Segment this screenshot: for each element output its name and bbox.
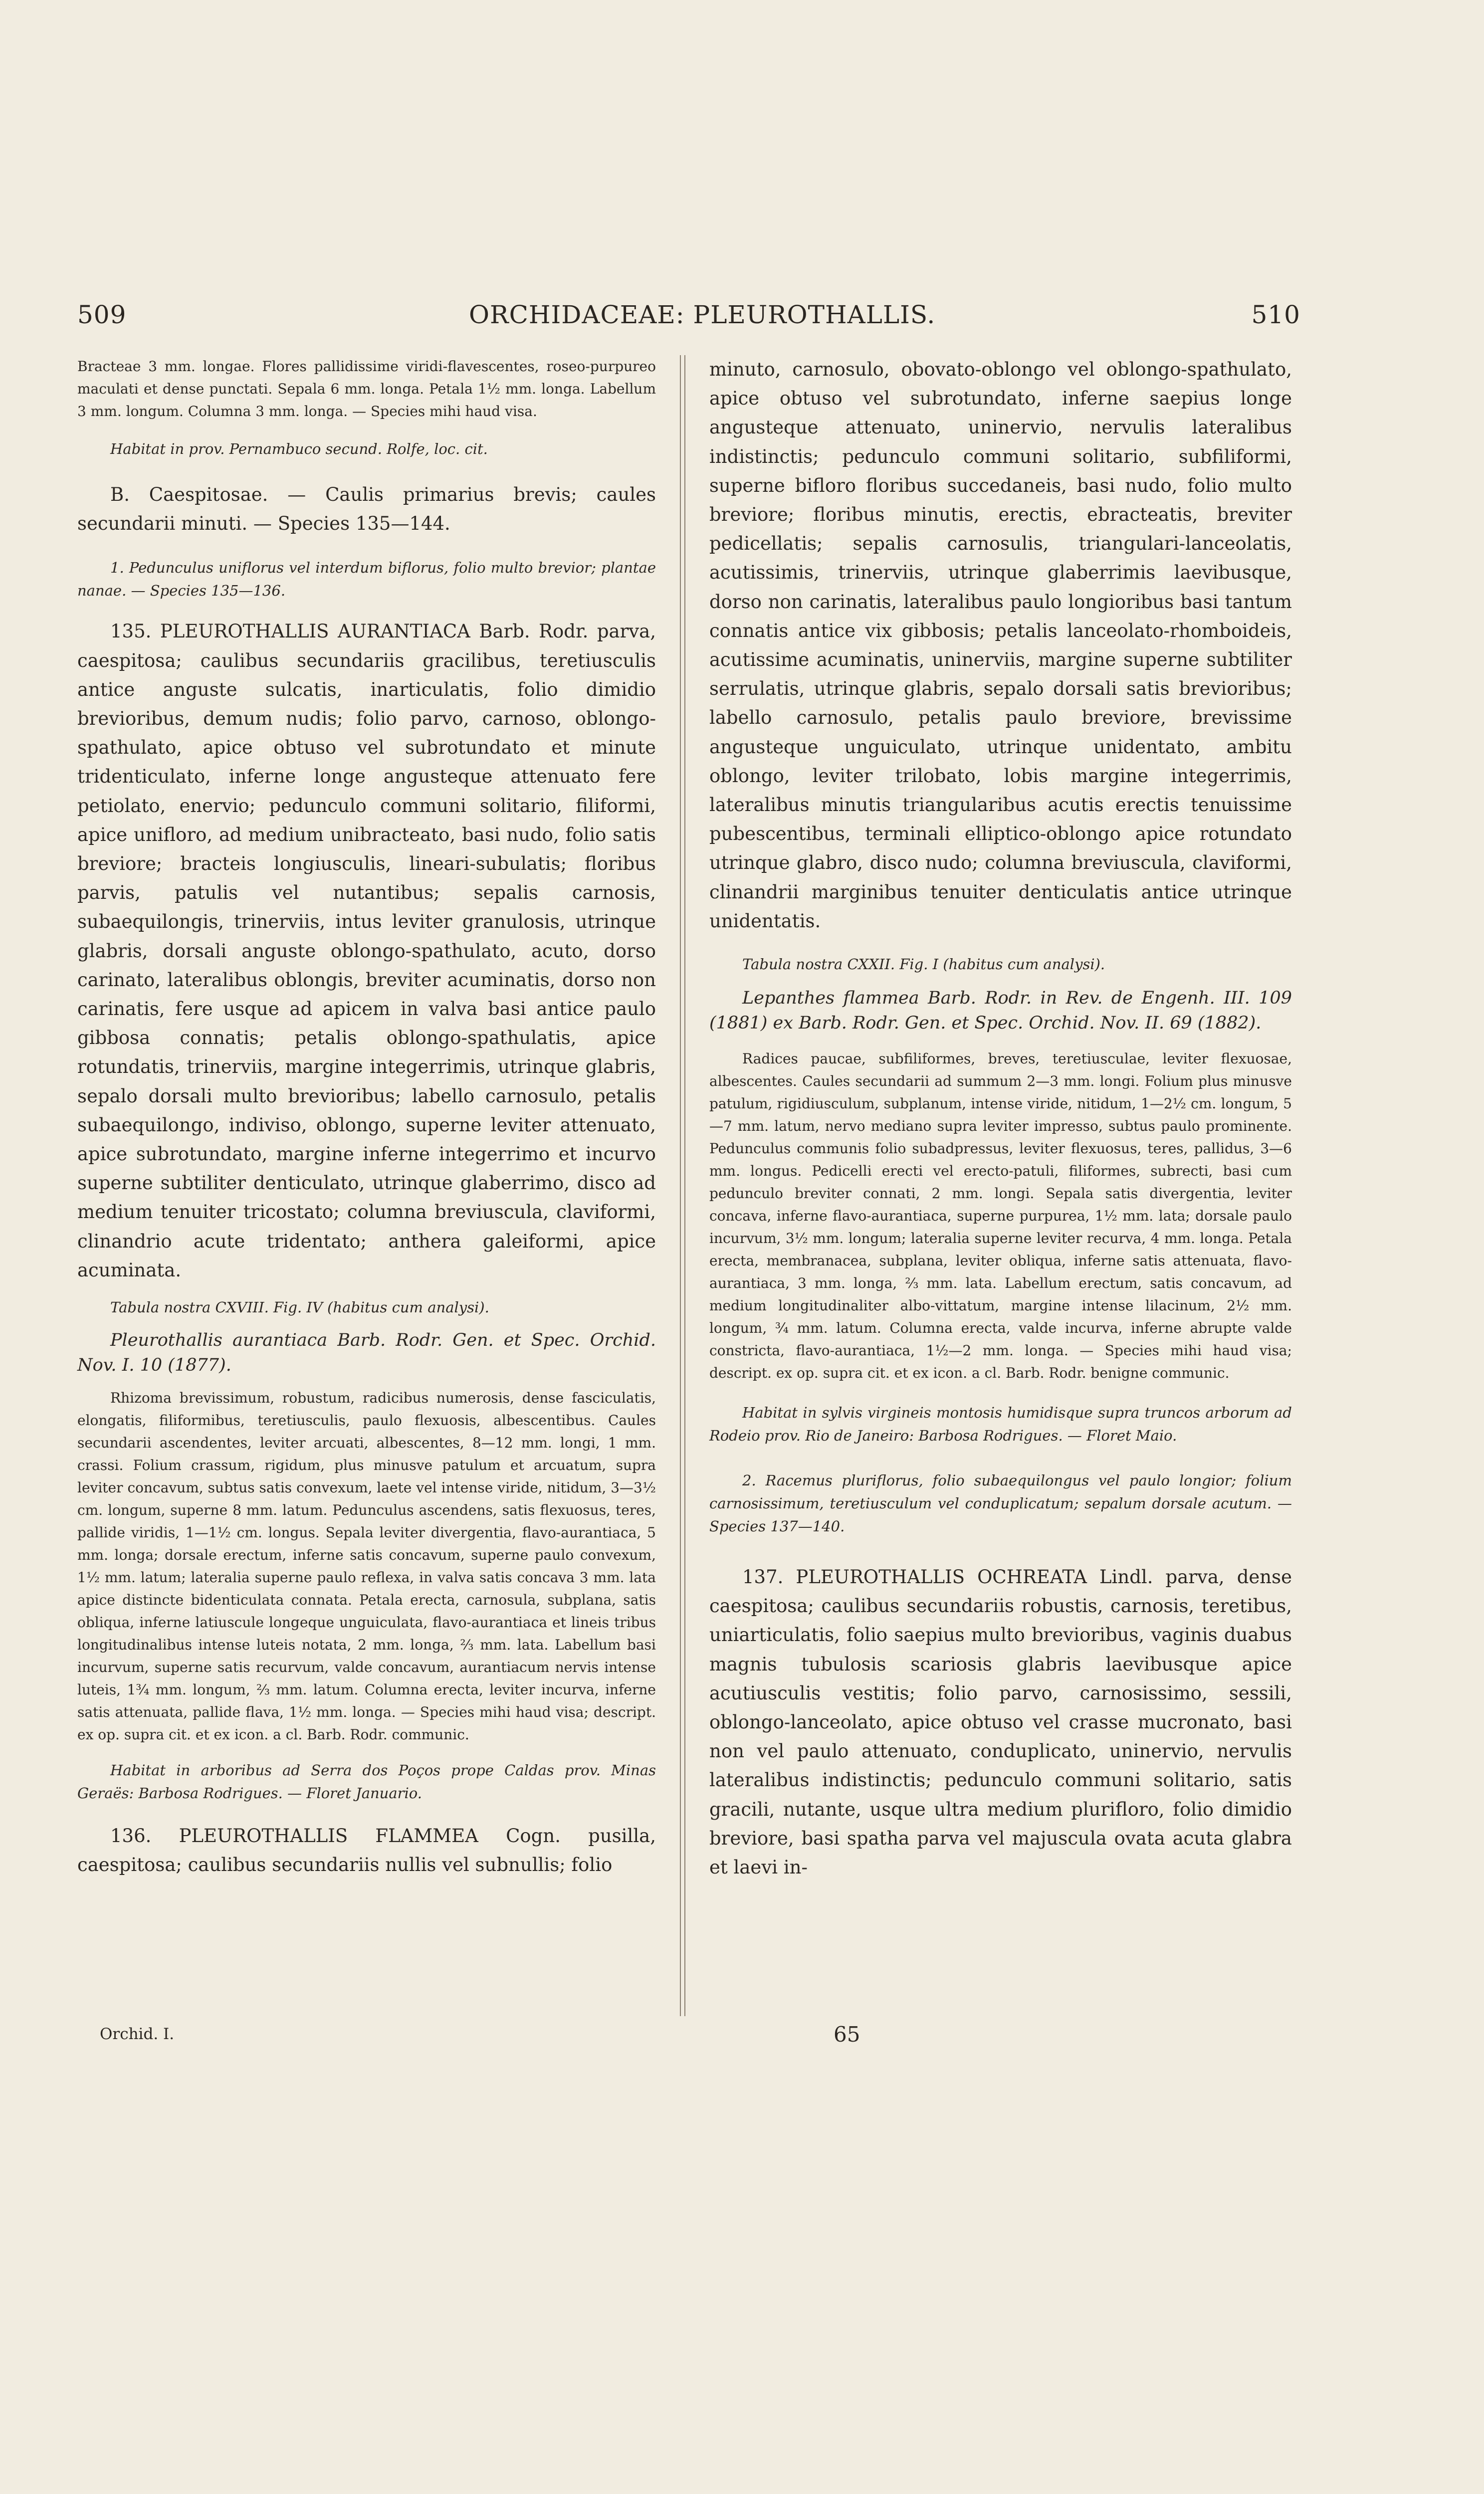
signature-mark: Orchid. I. — [100, 2025, 175, 2043]
key-entry-1: 1. Pedunculus uniflorus vel interdum biflorus, folio multo brevior; plantae nanae. — Species 135—136. — [77, 559, 656, 600]
species-136-description: Radices paucae, subfiliformes, breves, teretiusculae, leviter flexuosae, albescentes. Caules secundarii ad summum 2—3 mm. longi. Folium plus minusve patulum, rigidiusculum, subplanum, intense viride, nitidum, 1—2½ cm. longum, 5—7 mm. latum, nervo mediano supra leviter impresso, subtus paulo prominente. Pedunculus communis folio subadpressus, leviter flexuosus, teres, pallidus, 3—6 mm. longus. Pedicelli erecti vel erecto-patuli, filiformes, subrecti, basi cum pedunculo breviter connati, 2 mm. longi. Sepala satis divergentia, leviter concava, inferne flavo-aurantiaca, superne purpurea, 1½ mm. lata; dorsale paulo incurvum, 3½ mm. longum; lateralia superne leviter recurva, 4 mm. longa. Petala erecta, membranacea, subplana, leviter obliqua, inferne satis attenuata, flavo-aurantiaca, 3 mm. longa, ⅔ mm. lata. Labellum erectum, satis concavum, ad medium longitudinaliter albo-vittatum, margine intense lilacinum, 2½ mm. longum, ¾ mm. latum. Columna erecta, valde incurva, inferne abrupte valde constricta, flavo-aurantiaca, 1½—2 mm. longa. — Species mihi haud visa; descript. ex op. supra cit. et ex icon. a cl. Barb. Rodr. benigne communic. — [709, 1050, 1292, 1382]
species-136-diagnosis-start: 136. PLEUROTHALLIS FLAMMEA Cogn. pusilla, caespitosa; caulibus secundariis nullis vel subnullis; folio — [77, 1825, 656, 1876]
folio-number: 65 — [834, 2022, 860, 2047]
habitat-note: Habitat in sylvis virgineis montosis humidisque supra truncos arborum ad Rodeio prov. Rio de Janeiro: Barbosa Rodrigues. — Floret Maio. — [709, 1404, 1292, 1445]
page-number-left: 509 — [77, 300, 127, 329]
habitat-note: Habitat in prov. Pernambuco secund. Rolfe, loc. cit. — [110, 440, 488, 457]
right-column — [709, 355, 1292, 1882]
species-136-diagnosis-cont: minuto, carnosulo, obovato-oblongo vel oblongo-spathulato, apice obtuso vel subrotundato, inferne saepius longe angusteque attenuato, uninervio, nervulis lateralibus indistinctis; pedunculo communi solitario, subfiliformi, superne bifloro floribus succedaneis, basi nudo, folio multo breviore; floribus minutis, erectis, ebracteatis, breviter pedicellatis; sepalis carnosulis, triangulari-lanceolatis, acutissimis, trinerviis, utrinque glaberrimis laevibusque, dorso non carinatis, lateralibus paulo longioribus basi tantum connatis antice vix gibbosis; petalis lanceolato-rhomboideis, acutissime acuminatis, uninerviis, margine superne subtiliter serrulatis, utrinque glabris, sepalo dorsali satis brevioribus; labello carnosulo, petalis paulo breviore, brevissime angusteque unguiculato, utrinque unidentato, ambitu oblongo, leviter trilobato, lobis margine integerrimis, lateralibus minutis triangularibus acutis erectis tenuissime pubescentibus, terminali elliptico-oblongo apice rotundato utrinque glabro, disco nudo; columna breviuscula, claviformi, clinandrii marginibus tenuiter denticulatis antice utrinque unidentatis. — [709, 359, 1292, 932]
key-entry-2: 2. Racemus pluriflorus, folio subaequilongus vel paulo longior; folium carnosissimum, teretiusculum vel conduplicatum; sepalum dorsale acutum. — Species 137—140. — [709, 1472, 1292, 1535]
species-137-diagnosis: 137. PLEUROTHALLIS OCHREATA Lindl. parva, dense caespitosa; caulibus secundariis robustis, carnosis, teretibus, uniarticulatis, folio saepius multo brevioribus, vaginis duabus magnis tubulosis scariosis glabris laevibusque apice acutiusculis vestitis; folio parvo, carnosissimo, sessili, oblongo-lanceolato, apice obtuso vel crasse mucronato, basi non vel paulo attenuato, conduplicato, uninervio, nervulis lateralibus indistinctis; pedunculo communi solitario, satis gracili, nutante, usque ultra medium plurifloro, folio dimidio breviore, basi spatha parva vel majuscula ovata acuta glabra et laevi in- — [709, 1566, 1292, 1878]
section-b-heading: B. Caespitosae. — Caulis primarius brevis; caules secundarii minuti. — Species 135—144. — [77, 484, 656, 535]
running-header — [77, 300, 1300, 335]
bracteae-description: Bracteae 3 mm. longae. Flores pallidissime viridi-flavescentes, roseo-purpureo maculati et dense punctati. Sepala 6 mm. longa. Petala 1½ mm. longa. Labellum 3 mm. longum. Columna 3 mm. longa. — Species mihi haud visa. — [77, 358, 656, 419]
left-column — [77, 355, 656, 1879]
habitat-note: Habitat in arboribus ad Serra dos Poços prope Caldas prov. Minas Geraës: Barbosa Rodrigues. — Floret Januario. — [77, 1762, 656, 1802]
species-135-diagnosis: 135. PLEUROTHALLIS AURANTIACA Barb. Rodr. parva, caespitosa; caulibus secundariis gracilibus, teretiusculis antice anguste sulcatis, inarticulatis, folio dimidio brevioribus, demum nudis; folio parvo, carnoso, oblongo-spathulato, apice obtuso vel subrotundato et minute tridenticulato, inferne longe angusteque attenuato fere petiolato, enervio; pedunculo communi solitario, filiformi, apice unifloro, ad medium unibracteato, basi nudo, folio satis breviore; bracteis longiusculis, lineari-subulatis; floribus parvis, patulis vel nutantibus; sepalis carnosis, subaequilongis, trinerviis, intus leviter granulosis, utrinque glabris, dorsali anguste oblongo-spathulato, acuto, dorso carinato, lateralibus oblongis, breviter acuminatis, dorso non carinatis, fere usque ad apicem in valva basi antice paulo gibbosa connatis; petalis oblongo-spathulatis, apice rotundatis, trinerviis, margine integerrimis, utrinque glabris, sepalo dorsali multo brevioribus; labello carnosulo, petalis subaequilongo, indiviso, oblongo, superne leviter attenuato, apice subrotundato, margine inferne integerrimo et incurvo superne subtiliter denticulato, utrinque glaberrimo, disco ad medium tenuiter tricostato; columna breviuscula, claviformi, clinandrio acute tridentato; anthera galeiformi, apice acuminata. — [77, 621, 656, 1281]
species-135-description: Rhizoma brevissimum, robustum, radicibus numerosis, dense fasciculatis, elongatis, filiformibus, teretiusculis, paulo flexuosis, albescentibus. Caules secundarii ascendentes, leviter arcuati, albescentes, 8—12 mm. longi, 1 mm. crassi. Folium crassum, rigidum, plus minusve patulum et arcuatum, supra leviter concavum, subtus satis convexum, laete vel intense viride, nitidum, 3—3½ cm. longum, superne 8 mm. latum. Pedunculus ascendens, satis flexuosus, teres, pallide viridis, 1—1½ cm. longus. Sepala leviter divergentia, flavo-aurantiaca, 5 mm. longa; dorsale erectum, inferne satis concavum, superne paulo convexum, 1½ mm. latum; lateralia superne paulo reflexa, in valva satis concava 3 mm. lata apice distincte bidenticulata connata. Petala erecta, carnosula, subplana, satis obliqua, inferne latiuscule longeque unguiculata, flavo-aurantiaca et lineis tribus longitudinalibus intense luteis notata, 2 mm. longa, ⅔ mm. lata. Labellum basi incurvum, superne satis recurvum, valde concavum, aurantiacum nervis intense luteis, 1¾ mm. longum, ⅔ mm. latum. Columna erecta, leviter incurva, inferne satis attenuata, pallide flava, 1½ mm. longa. — Species mihi haud visa; descript. ex op. supra cit. et ex icon. a cl. Barb. Rodr. communic. — [77, 1390, 656, 1743]
column-divider — [680, 355, 685, 2016]
page-number-right: 510 — [1251, 300, 1300, 329]
plate-reference: Tabula nostra CXXII. Fig. I (habitus cum analysi). — [742, 956, 1105, 973]
synonym-citation: Pleurothallis aurantiaca Barb. Rodr. Gen. et Spec. Orchid. Nov. I. 10 (1877). — [77, 1330, 656, 1376]
running-title: ORCHIDACEAE: PLEUROTHALLIS. — [469, 300, 936, 329]
synonym-citation: Lepanthes flammea Barb. Rodr. in Rev. de Engenh. III. 109 (1881) ex Barb. Rodr. Gen. et Spec. Orchid. Nov. II. 69 (1882). — [709, 988, 1292, 1034]
plate-reference: Tabula nostra CXVIII. Fig. IV (habitus cum analysi). — [110, 1299, 489, 1316]
